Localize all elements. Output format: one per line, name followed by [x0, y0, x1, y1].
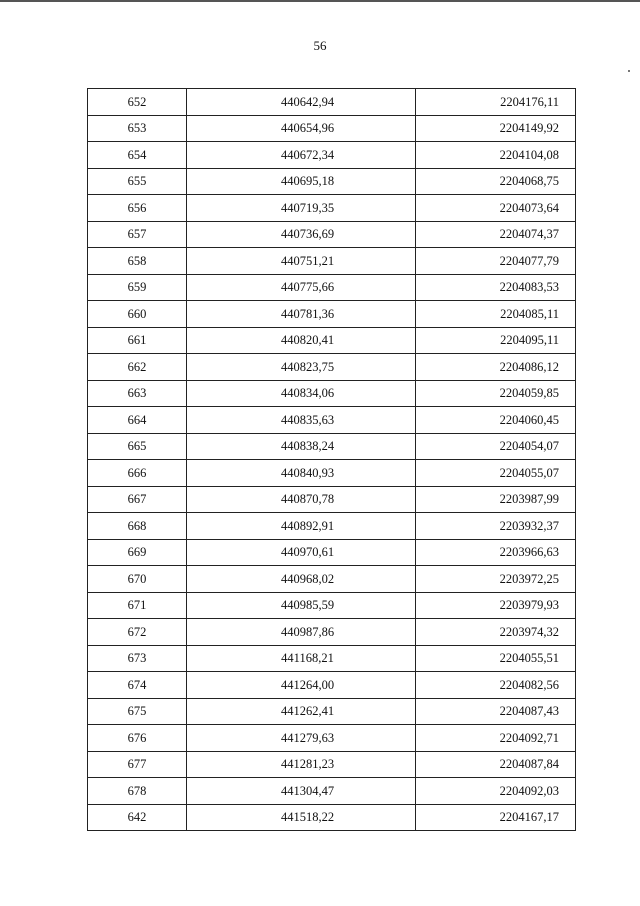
table-row — [88, 142, 576, 169]
point-number-cell: 674 — [88, 672, 187, 699]
y-coordinate-cell: 2203979,93 — [416, 592, 576, 619]
y-coordinate-cell: 2203966,63 — [416, 539, 576, 566]
x-coordinate-cell: 440823,75 — [187, 354, 416, 381]
point-number-cell: 669 — [88, 539, 187, 566]
x-coordinate-cell: 440968,02 — [187, 566, 416, 593]
y-coordinate-cell: 2204055,51 — [416, 645, 576, 672]
table-row — [88, 566, 576, 593]
point-number-cell: 655 — [88, 168, 187, 195]
table-row — [88, 221, 576, 248]
x-coordinate-cell: 440987,86 — [187, 619, 416, 646]
x-coordinate-cell: 440985,59 — [187, 592, 416, 619]
table-row — [88, 248, 576, 275]
y-coordinate-cell: 2204060,45 — [416, 407, 576, 434]
x-coordinate-cell: 441264,00 — [187, 672, 416, 699]
x-coordinate-cell: 440736,69 — [187, 221, 416, 248]
y-coordinate-cell: 2203972,25 — [416, 566, 576, 593]
y-coordinate-cell: 2204074,37 — [416, 221, 576, 248]
point-number-cell: 677 — [88, 751, 187, 778]
y-coordinate-cell: 2204082,56 — [416, 672, 576, 699]
y-coordinate-cell: 2204092,71 — [416, 725, 576, 752]
table-row — [88, 751, 576, 778]
table-row — [88, 274, 576, 301]
point-number-cell: 652 — [88, 89, 187, 116]
point-number-cell: 670 — [88, 566, 187, 593]
table-row — [88, 195, 576, 222]
point-number-cell: 662 — [88, 354, 187, 381]
table-row — [88, 725, 576, 752]
table-row — [88, 327, 576, 354]
point-number-cell: 659 — [88, 274, 187, 301]
y-coordinate-cell: 2204087,43 — [416, 698, 576, 725]
table-row — [88, 168, 576, 195]
table-row — [88, 698, 576, 725]
y-coordinate-cell: 2204104,08 — [416, 142, 576, 169]
x-coordinate-cell: 441304,47 — [187, 778, 416, 805]
point-number-cell: 642 — [88, 804, 187, 831]
point-number-cell: 661 — [88, 327, 187, 354]
point-number-cell: 654 — [88, 142, 187, 169]
y-coordinate-cell: 2204095,11 — [416, 327, 576, 354]
x-coordinate-cell: 440970,61 — [187, 539, 416, 566]
table-row — [88, 433, 576, 460]
table-row — [88, 804, 576, 831]
x-coordinate-cell: 440719,35 — [187, 195, 416, 222]
x-coordinate-cell: 440654,96 — [187, 115, 416, 142]
x-coordinate-cell: 440838,24 — [187, 433, 416, 460]
point-number-cell: 676 — [88, 725, 187, 752]
coordinates-table — [87, 88, 576, 831]
y-coordinate-cell: 2204083,53 — [416, 274, 576, 301]
table-row — [88, 354, 576, 381]
x-coordinate-cell: 441262,41 — [187, 698, 416, 725]
table-row — [88, 592, 576, 619]
table-row — [88, 460, 576, 487]
x-coordinate-cell: 440775,66 — [187, 274, 416, 301]
point-number-cell: 660 — [88, 301, 187, 328]
table-row — [88, 619, 576, 646]
point-number-cell: 653 — [88, 115, 187, 142]
x-coordinate-cell: 441518,22 — [187, 804, 416, 831]
y-coordinate-cell: 2204073,64 — [416, 195, 576, 222]
y-coordinate-cell: 2204087,84 — [416, 751, 576, 778]
y-coordinate-cell: 2203987,99 — [416, 486, 576, 513]
point-number-cell: 673 — [88, 645, 187, 672]
y-coordinate-cell: 2204077,79 — [416, 248, 576, 275]
top-border-line — [0, 0, 640, 2]
point-number-cell: 663 — [88, 380, 187, 407]
point-number-cell: 667 — [88, 486, 187, 513]
x-coordinate-cell: 441281,23 — [187, 751, 416, 778]
table-row — [88, 380, 576, 407]
x-coordinate-cell: 440835,63 — [187, 407, 416, 434]
point-number-cell: 666 — [88, 460, 187, 487]
coordinates-table-body — [88, 89, 576, 831]
y-coordinate-cell: 2204054,07 — [416, 433, 576, 460]
x-coordinate-cell: 440840,93 — [187, 460, 416, 487]
scan-margin-mark — [628, 70, 630, 72]
x-coordinate-cell: 440870,78 — [187, 486, 416, 513]
y-coordinate-cell: 2204059,85 — [416, 380, 576, 407]
table-row — [88, 513, 576, 540]
y-coordinate-cell: 2204055,07 — [416, 460, 576, 487]
point-number-cell: 664 — [88, 407, 187, 434]
table-row — [88, 672, 576, 699]
table-row — [88, 778, 576, 805]
point-number-cell: 665 — [88, 433, 187, 460]
x-coordinate-cell: 440834,06 — [187, 380, 416, 407]
table-row — [88, 645, 576, 672]
table-row — [88, 407, 576, 434]
y-coordinate-cell: 2204086,12 — [416, 354, 576, 381]
point-number-cell: 658 — [88, 248, 187, 275]
x-coordinate-cell: 440892,91 — [187, 513, 416, 540]
table-row — [88, 89, 576, 116]
x-coordinate-cell: 440751,21 — [187, 248, 416, 275]
y-coordinate-cell: 2204085,11 — [416, 301, 576, 328]
point-number-cell: 675 — [88, 698, 187, 725]
x-coordinate-cell: 440781,36 — [187, 301, 416, 328]
y-coordinate-cell: 2204092,03 — [416, 778, 576, 805]
x-coordinate-cell: 440642,94 — [187, 89, 416, 116]
x-coordinate-cell: 440695,18 — [187, 168, 416, 195]
x-coordinate-cell: 441168,21 — [187, 645, 416, 672]
point-number-cell: 656 — [88, 195, 187, 222]
y-coordinate-cell: 2204149,92 — [416, 115, 576, 142]
point-number-cell: 668 — [88, 513, 187, 540]
point-number-cell: 672 — [88, 619, 187, 646]
table-row — [88, 486, 576, 513]
table-row — [88, 539, 576, 566]
x-coordinate-cell: 440672,34 — [187, 142, 416, 169]
page-number: 56 — [313, 38, 327, 53]
y-coordinate-cell: 2204176,11 — [416, 89, 576, 116]
y-coordinate-cell: 2203932,37 — [416, 513, 576, 540]
point-number-cell: 671 — [88, 592, 187, 619]
point-number-cell: 657 — [88, 221, 187, 248]
x-coordinate-cell: 440820,41 — [187, 327, 416, 354]
y-coordinate-cell: 2204068,75 — [416, 168, 576, 195]
x-coordinate-cell: 441279,63 — [187, 725, 416, 752]
table-row — [88, 301, 576, 328]
table-row — [88, 115, 576, 142]
y-coordinate-cell: 2204167,17 — [416, 804, 576, 831]
y-coordinate-cell: 2203974,32 — [416, 619, 576, 646]
point-number-cell: 678 — [88, 778, 187, 805]
